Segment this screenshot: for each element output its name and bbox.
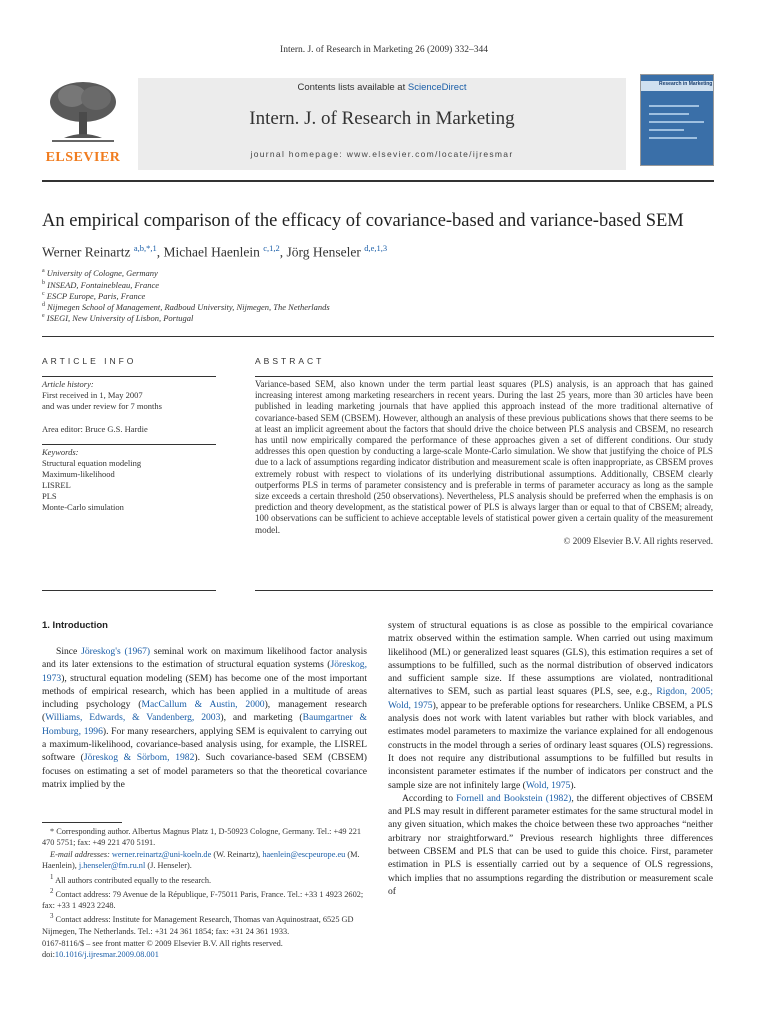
section-heading: 1. Introduction bbox=[42, 620, 108, 631]
email-link[interactable]: werner.reinartz@uni-koeln.de bbox=[111, 849, 212, 859]
citation-link[interactable]: Williams, Edwards, & Vandenberg, 2003 bbox=[45, 712, 221, 724]
abstract-copyright: © 2009 Elsevier B.V. All rights reserved. bbox=[563, 535, 713, 546]
keyword: PLS bbox=[42, 491, 57, 501]
body-left-column bbox=[42, 645, 367, 791]
contents-prefix: Contents lists available at bbox=[297, 82, 408, 93]
footnote-rule bbox=[42, 822, 122, 823]
contents-line bbox=[138, 82, 626, 93]
history-review: and was under review for 7 months bbox=[42, 401, 162, 411]
body-text: ), management research ( bbox=[42, 699, 367, 724]
footnote-corresponding: * Corresponding author. Albertus Magnus Platz 1, D-50923 Cologne, Germany. Tel.: +49 221 470 5751; fax: +49 221 470 5191. bbox=[42, 827, 362, 848]
keyword: Maximum-likelihood bbox=[42, 469, 115, 479]
history-label: Article history: bbox=[42, 379, 94, 389]
bottom-rule-left bbox=[42, 590, 216, 591]
citation-link[interactable]: Jöreskog's (1967) bbox=[81, 646, 151, 657]
body-text: ). bbox=[570, 779, 576, 791]
elsevier-wordmark: ELSEVIER bbox=[45, 150, 121, 165]
citation-link[interactable]: Fornell and Bookstein (1982) bbox=[456, 792, 572, 804]
body-text: ), appear to be preferable options for researchers. Unlike CBSEM, a PLS analysis does not work with latent variables but rather with block variables, and estimates model parameters to maximize the variance explained for all endogenous constructs in the model through a series of ordinary least squares (OLS) regressions. It does not require any distributional assumptions to be fulfilled but results in inconsistent parameter estimates if the number of indicators per construct and the sample size are not infinitely large ( bbox=[388, 699, 713, 791]
article-history bbox=[42, 379, 220, 412]
doi-line: doi:10.1016/j.ijresmar.2009.08.001 bbox=[42, 950, 159, 960]
affiliation: $^d$ Nijmegen School of Management, Radboud University, Nijmegen, The Netherlands bbox=[42, 302, 330, 312]
keyword: Monte-Carlo simulation bbox=[42, 502, 124, 512]
email-link[interactable]: haenlein@escpeurope.eu bbox=[262, 849, 346, 859]
header-rule bbox=[42, 180, 714, 182]
footnotes bbox=[42, 826, 367, 937]
doi-link[interactable]: 10.1016/j.ijresmar.2009.08.001 bbox=[54, 950, 159, 960]
affiliation: $^c$ ESCP Europe, Paris, France bbox=[42, 291, 146, 301]
history-received: First received in 1, May 2007 bbox=[42, 390, 143, 400]
affiliation: $^e$ ISEGI, New University of Lisbon, Portugal bbox=[42, 313, 194, 323]
cover-title: Research in Marketing bbox=[659, 81, 713, 87]
abstract-body: Variance-based SEM, also known under the term partial least squares (PLS) analysis, is an approach that has gained increasing interest among marketing researchers in recent years. During the last 25 years, more than 30 articles have been published in leading marketing journals that have applied this approach instead of the more traditional alternative of covariance-based SEM (CBSEM). However, although an analysis of these previous publications shows that there seems to be at least an implicit agreement about the factors that should drive the choice between PLS analysis and CBSEM, no research has until now empirically compared the performance of these approaches given a set of different conditions. Our study addresses this open question by conducting a large-scale Monte-Carlo simulation. We show that justifying the choice of PLS due to a lack of assumptions regarding indicator distribution and measurement scale is often inappropriate, as CBSEM proves extremely robust with respect to violations of its underlying distributional assumptions. Additionally, CBSEM clearly outperforms PLS in terms of parameter consistency and is preferable in terms of parameter accuracy as long as the sample size exceeds a certain threshold (250 observations). Nevertheless, PLS analysis should be preferred when the emphasis is on prediction and theory development, as the statistical power of PLS is always larger than or equal to that of CBSEM; already, 100 observations can be sufficient to achieve acceptable levels of statistical power given a certain quality of the measurement model. bbox=[255, 379, 713, 535]
keywords-block bbox=[42, 447, 220, 513]
paragraph bbox=[388, 792, 713, 898]
body-text: Since bbox=[56, 646, 82, 657]
body-text: ). For many researchers, applying SEM is equivalent to carrying out a maximum-likelihood, covariance-based analysis using, for example, the LISREL software ( bbox=[42, 725, 367, 764]
citation-link[interactable]: MacCallum & Austin, 2000 bbox=[141, 699, 265, 711]
citation-link[interactable]: Rigdon, 2005; Wold, 1975 bbox=[388, 686, 713, 711]
article-info-heading: ARTICLE INFO bbox=[42, 356, 137, 366]
journal-title: Intern. J. of Research in Marketing bbox=[249, 108, 515, 129]
journal-homepage[interactable]: journal homepage: www.elsevier.com/locate/ijresmar bbox=[250, 149, 514, 159]
citation-link[interactable]: Jöreskog & Sörbom, 1982 bbox=[83, 752, 195, 764]
area-editor: Area editor: Bruce G.S. Hardie bbox=[42, 424, 148, 434]
citation-link[interactable]: Baumgartner & Homburg, 1996 bbox=[42, 712, 367, 737]
body-text: According to bbox=[402, 792, 457, 804]
email-label: E-mail addresses: bbox=[50, 849, 112, 859]
email-link[interactable]: j.henseler@fm.ru.nl bbox=[78, 861, 146, 871]
keyword: LISREL bbox=[42, 480, 71, 490]
citation-link[interactable]: Wold, 1975 bbox=[525, 779, 571, 791]
intro-paragraph bbox=[42, 645, 367, 791]
body-text: ), and marketing ( bbox=[220, 712, 303, 724]
author-name: Jörg Henseler bbox=[286, 244, 361, 260]
abstract-rule bbox=[255, 376, 713, 377]
elsevier-logo bbox=[44, 78, 122, 148]
author-sup[interactable]: a,b,*,1 bbox=[133, 243, 157, 253]
body-text: seminal work on maximum likelihood factor analysis and its later extensions to the estimation of structural equation systems ( bbox=[42, 646, 367, 671]
footnote-emails: E-mail addresses: werner.reinartz@uni-koeln.de (W. Reinartz), haenlein@escpeurope.eu (M. Haenlein), j.henseler@fm.ru.nl (J. Henseler). bbox=[42, 849, 360, 871]
elsevier-tree-icon bbox=[44, 78, 122, 148]
affil-rule bbox=[42, 336, 714, 337]
affiliation: $^b$ INSEAD, Fontainebleau, France bbox=[42, 280, 160, 290]
body-text: ). Such covariance-based SEM (CBSEM) focuses on estimating a set of model parameters so that the theoretical covariance matrix implied by the bbox=[42, 752, 368, 790]
author-name: Werner Reinartz bbox=[42, 244, 131, 260]
abstract-heading: ABSTRACT bbox=[255, 356, 325, 366]
journal-cover-image bbox=[640, 74, 714, 166]
paper-title: An empirical comparison of the efficacy of covariance-based and variance-based SEM bbox=[42, 211, 684, 231]
author-list: Werner Reinartz $^{a,b,*,1}$, Michael Haenlein $^{c,1,2}$, Jörg Henseler $^{d,e,1,3}$ bbox=[42, 243, 388, 260]
footnote-2: $^2$ Contact address: 79 Avenue de la République, F-75011 Paris, France. Tel.: +33 1 4923 2602; fax: +33 1 4923 2248. bbox=[42, 887, 364, 910]
abstract-text bbox=[255, 379, 713, 547]
body-text: , the different objectives of CBSEM and PLS may result in different parameter estimates for the same structural model in any given situation, which makes the choice between these two approaches “neither arbitrary nor straightforward.” Previous research highlights three differences between CBSEM and PLS that can be used to guide this choice. First, parameter estimation in PLS is essentially carried out by a sequence of OLS regressions, which implies that no assumptions regarding the distribution or measurement scale of bbox=[388, 792, 713, 897]
affiliation: $^a$ University of Cologne, Germany bbox=[42, 268, 158, 278]
citation-link[interactable]: Jöreskog, 1973 bbox=[42, 659, 367, 684]
footnote-3: $^3$ Contact address: Institute for Management Research, Thomas van Aquinostraat, 6525 GD Nijmegen, The Netherlands. Tel.: +31 24 361 1854; fax: +31 24 361 1933. bbox=[42, 913, 354, 936]
front-matter bbox=[42, 938, 372, 961]
footnote-1: $^1$ All authors contributed equally to the research. bbox=[50, 873, 212, 885]
bottom-rule-right bbox=[255, 590, 713, 591]
paragraph-continued bbox=[388, 619, 713, 792]
body-text: system of structural equations is as close as possible to the empirical covariance matrix observed within the estimation sample. When carried out using maximum likelihood (ML) or generalized least squares (GLS), this estimation requires a set of assumptions to be fulfilled, such as the normal distribution of observed indicators and sufficient sample size. If these assumptions are violated, nontraditional alternatives to SEM, such as partial least squares (PLS, see, e.g., bbox=[388, 620, 713, 698]
author-name: Michael Haenlein bbox=[163, 244, 260, 260]
body-right-column bbox=[388, 619, 713, 898]
sciencedirect-link[interactable]: ScienceDirect bbox=[407, 82, 467, 93]
article-info-rule bbox=[42, 376, 216, 377]
body-text: ), structural equation modeling (SEM) has become one of the most important methods of empirical research, which has been applied in a multitude of areas including psychology ( bbox=[42, 672, 367, 711]
keyword: Structural equation modeling bbox=[42, 458, 142, 468]
editor-rule bbox=[42, 444, 216, 445]
author-sup[interactable]: d,e,1,3 bbox=[364, 243, 388, 253]
front-matter-line: 0167-8116/$ – see front matter © 2009 Elsevier B.V. All rights reserved. bbox=[42, 939, 283, 948]
running-header: Intern. J. of Research in Marketing 26 (2009) 332–344 bbox=[280, 45, 488, 55]
keywords-label: Keywords: bbox=[42, 447, 79, 457]
author-sup[interactable]: c,1,2 bbox=[263, 243, 280, 253]
